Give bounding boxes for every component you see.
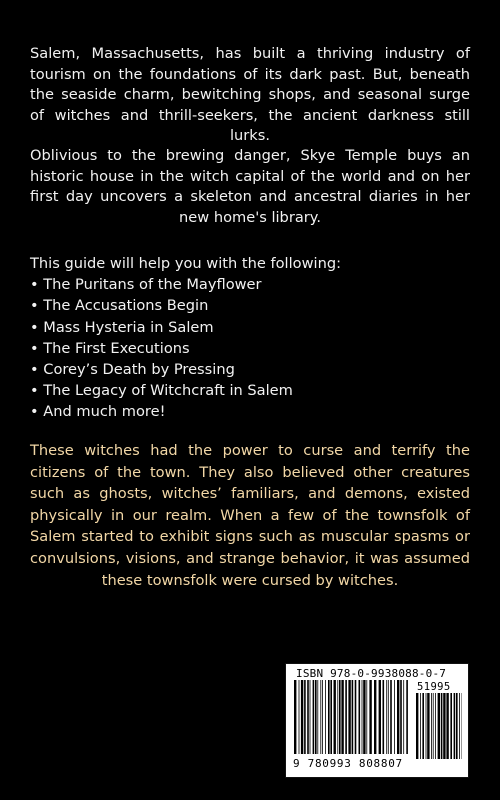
guide-list-item: • The Puritans of the Mayflower	[30, 274, 470, 295]
barcode-bar	[313, 680, 315, 754]
barcode-bar	[374, 680, 376, 754]
barcode-bar	[352, 680, 354, 754]
barcode-bar	[379, 680, 381, 754]
guide-list-item: • Mass Hysteria in Salem	[30, 317, 470, 338]
guide-list-item: • Corey’s Death by Pressing	[30, 359, 470, 380]
barcode-bar	[299, 680, 300, 754]
barcode-bar	[307, 680, 309, 754]
barcode-bar	[320, 680, 321, 754]
barcode-addon-bar	[426, 693, 427, 759]
isbn-barcode	[285, 663, 469, 778]
barcode-addon-bar	[438, 693, 440, 759]
guide-list-item: • And much more!	[30, 401, 470, 422]
barcode-addon-bar	[433, 693, 434, 759]
barcode-bar	[322, 680, 323, 754]
barcode-addon-bar	[431, 693, 432, 759]
barcode-bars	[294, 680, 410, 754]
barcode-addon-bar	[456, 693, 458, 759]
barcode-bar	[294, 680, 296, 754]
barcode-bar	[390, 680, 392, 754]
barcode-addon-bar	[459, 693, 460, 759]
guide-list-item: • The Accusations Begin	[30, 295, 470, 316]
isbn-label: ISBN 978-0-9938088-0-7	[296, 667, 447, 680]
barcode-bar	[304, 680, 306, 754]
barcode-bar	[328, 680, 330, 754]
barcode-addon-bar	[441, 693, 443, 759]
barcode-bar	[369, 680, 371, 754]
barcode-bar	[362, 680, 363, 754]
barcode-bar	[355, 680, 357, 754]
barcode-bar	[348, 680, 350, 754]
barcode-addon-bar	[422, 693, 424, 759]
barcode-bar	[394, 680, 395, 754]
barcode-bar	[383, 680, 385, 754]
blurb-paragraph-2: Oblivious to the brewing danger, Skye Temple buys an historic house in the witch capital of the world and on her first day uncovers a skeleton and ancestral diaries in her new home's library.	[30, 147, 470, 226]
barcode-bar	[397, 680, 399, 754]
barcode-addon-bar	[427, 693, 429, 759]
barcode-bar	[330, 680, 332, 754]
barcode-bar	[337, 680, 338, 754]
barcode-bar	[403, 680, 404, 754]
barcode-bar	[345, 680, 347, 754]
barcode-bar	[325, 680, 326, 754]
barcode-bar	[386, 680, 387, 754]
blurb-paragraph-1: Salem, Massachusetts, has built a thriving industry of tourism on the foundations of its dark past. But, beneath the seaside charm, bewitching shops, and seasonal surge of witches and thrill-seekers, the ancient darkness still lurks.	[30, 45, 470, 144]
barcode-addon-bar	[435, 693, 436, 759]
barcode-addon-bar	[416, 693, 418, 759]
barcode-addon-bar	[450, 693, 452, 759]
barcode-addon-bar	[443, 693, 445, 759]
barcode-bar	[406, 680, 408, 754]
ean-digits: 9 780993 808807	[293, 757, 403, 770]
highlight-paragraph: These witches had the power to curse and terrify the citizens of the town. They also believed other creatures such as ghosts, witches’ familiars, and demons, existed physically in our realm. When a few of the townsfolk of Salem started to exhibit signs such as muscular spasms or convulsions, visions, and strange behavior, it was assumed these townsfolk were cursed by witches.	[30, 442, 470, 589]
barcode-bar	[339, 680, 341, 754]
barcode-bar	[334, 680, 336, 754]
barcode-bar	[341, 680, 343, 754]
guide-list-item: • The First Executions	[30, 338, 470, 359]
barcode-addon-bar	[446, 693, 448, 759]
guide-list	[30, 274, 470, 422]
guide-section	[30, 253, 470, 423]
guide-intro: This guide will help you with the following:	[30, 255, 342, 272]
barcode-addon-code: 51995	[417, 681, 451, 693]
barcode-addon-bar	[454, 693, 456, 759]
barcode-bar	[315, 680, 317, 754]
guide-list-item: • The Legacy of Witchcraft in Salem	[30, 380, 470, 401]
barcode-bar	[359, 680, 361, 754]
barcode-bar	[388, 680, 389, 754]
barcode-bar	[317, 680, 318, 754]
barcode-bar	[366, 680, 367, 754]
barcode-bar	[363, 680, 365, 754]
barcode-addon-bars	[416, 693, 462, 759]
barcode-bar	[301, 680, 303, 754]
barcode-addon-bar	[420, 693, 421, 759]
barcode-bar	[400, 680, 402, 754]
barcode-bar	[310, 680, 311, 754]
